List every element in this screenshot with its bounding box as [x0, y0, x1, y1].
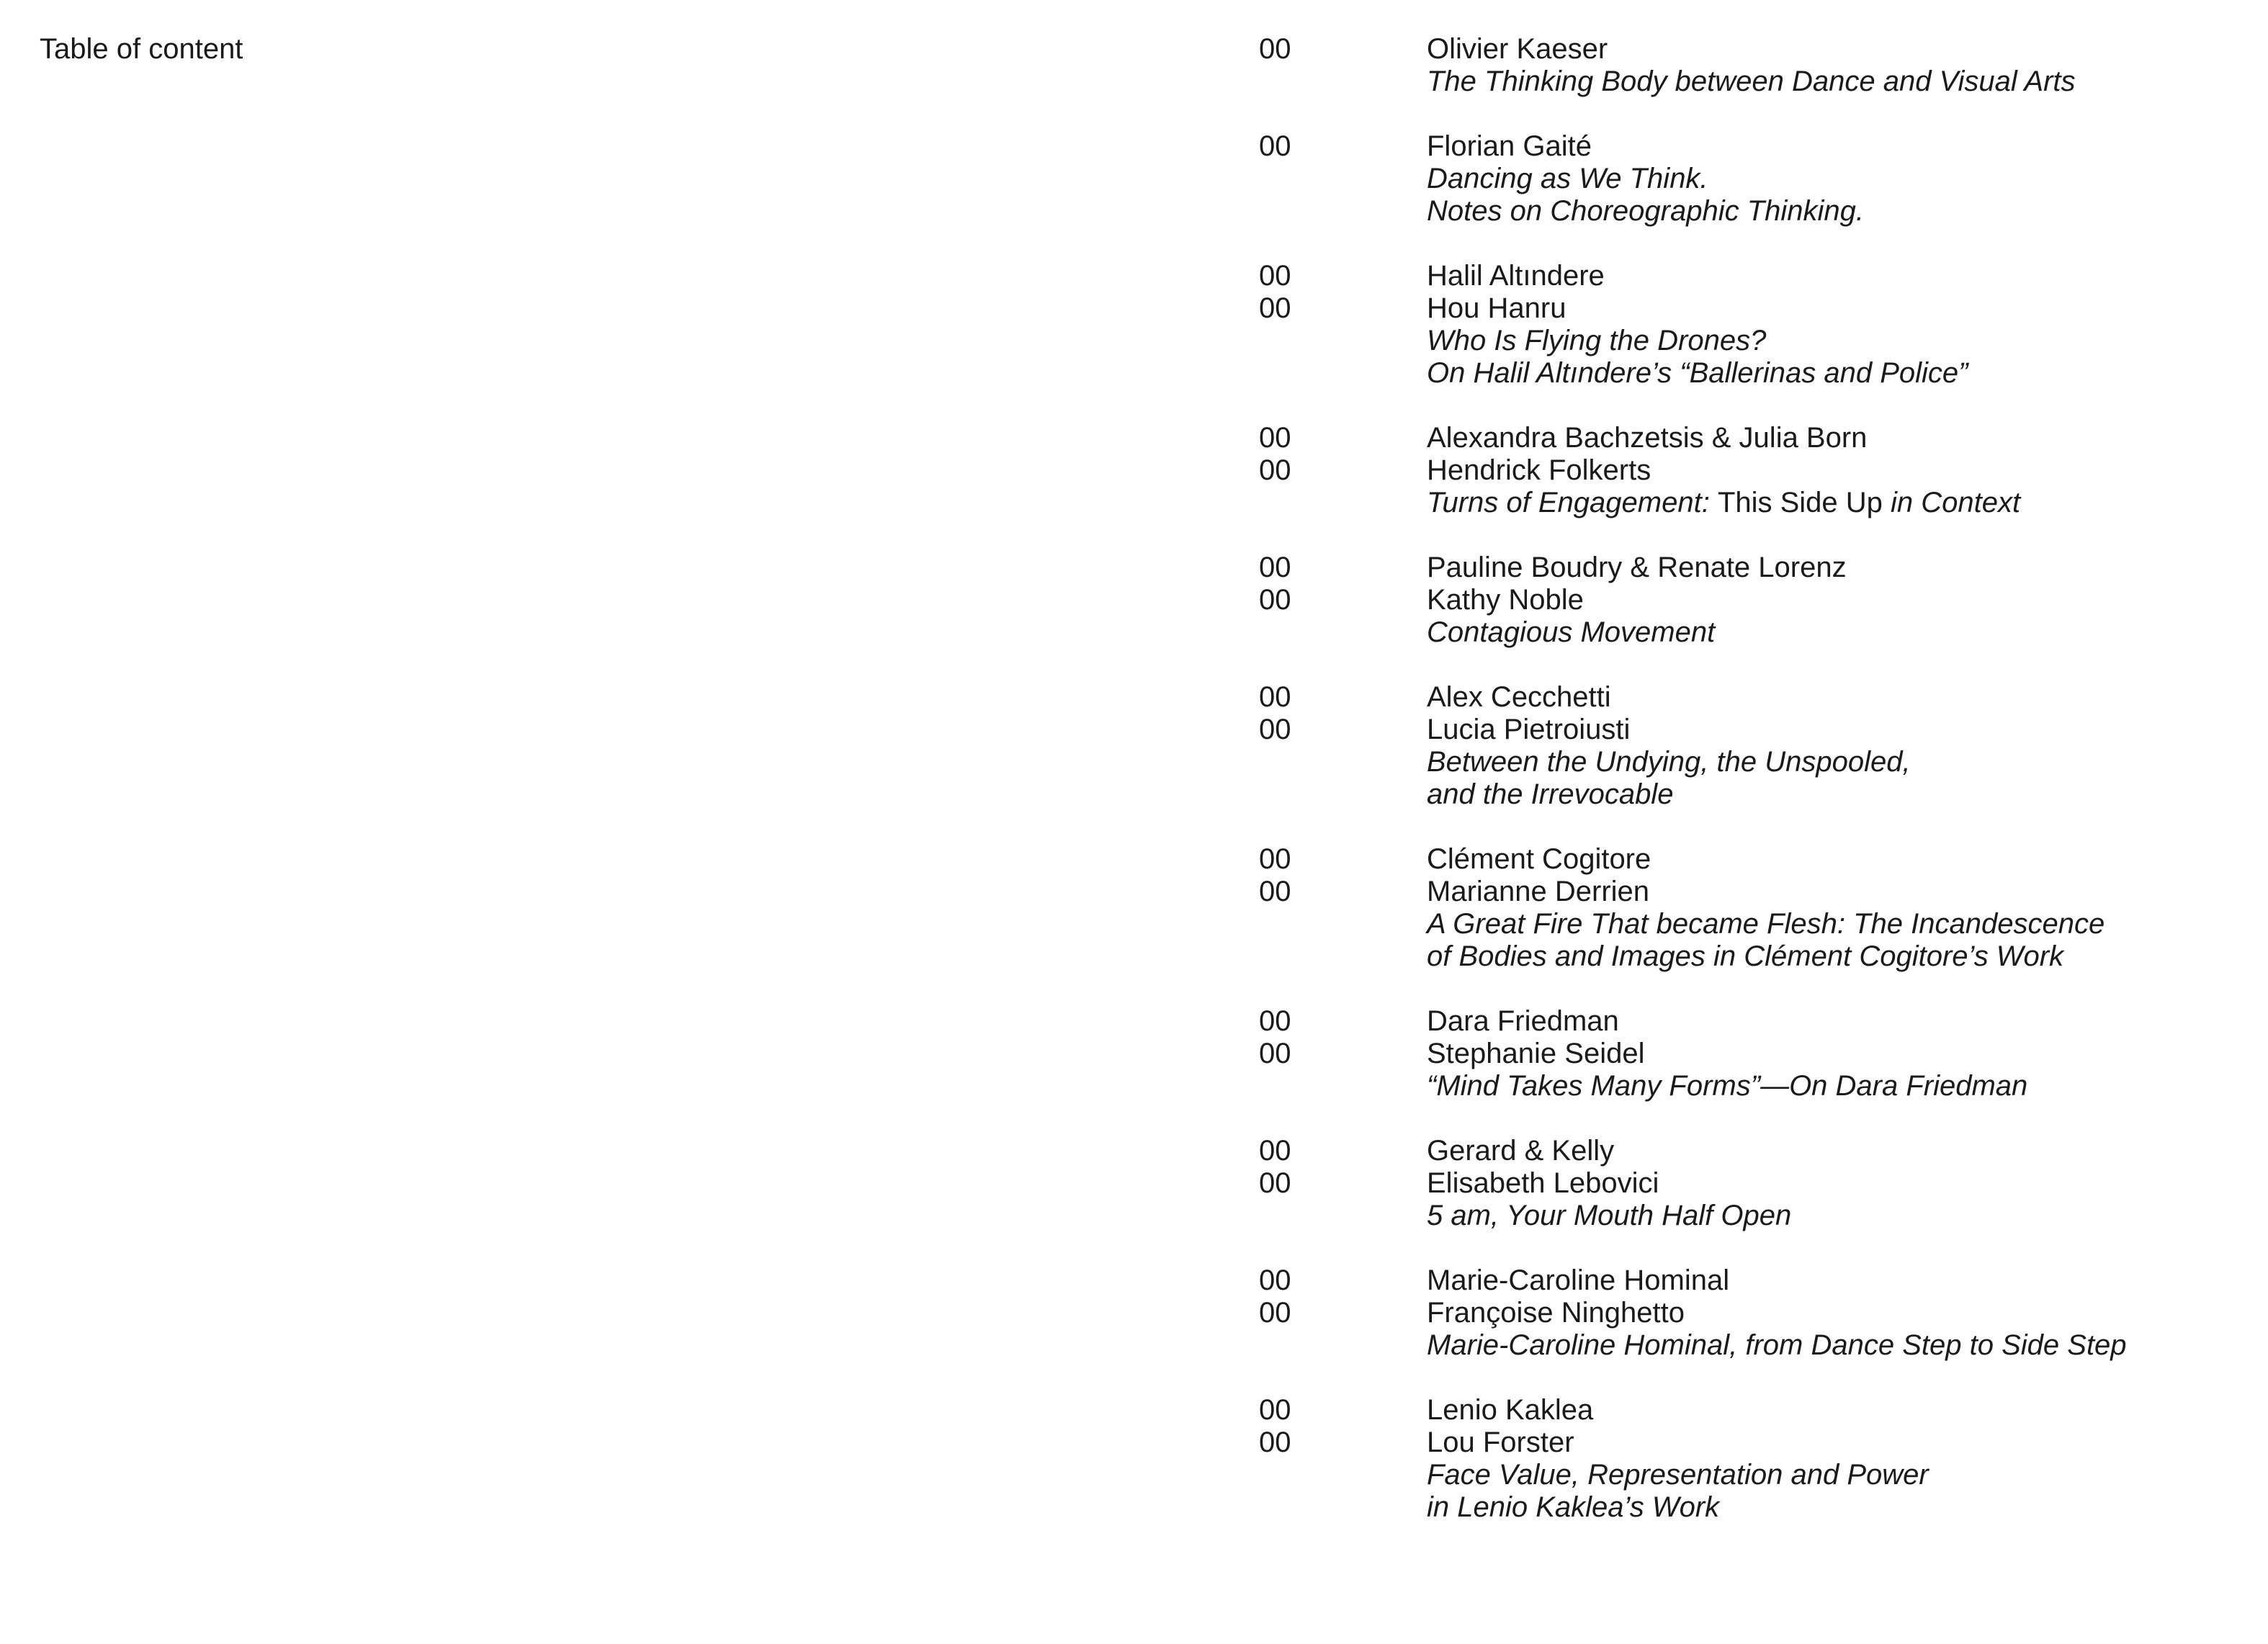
essay-title: [1427, 357, 2260, 390]
toc-title-line: [1259, 1329, 2260, 1362]
title-text: 5 am, Your Mouth Half Open: [1427, 1200, 1792, 1231]
text-run: Marie-Caroline Hominal: [1427, 1265, 1730, 1296]
title-text: in Context: [1882, 487, 2021, 518]
text-run: Marianne Derrien: [1427, 876, 1650, 907]
toc-author-line: [1259, 843, 2260, 876]
page-number: 00: [1259, 1394, 1291, 1426]
title-text: Notes on Choreographic Thinking.: [1427, 195, 1865, 227]
text-run: Lucia Pietroiusti: [1427, 714, 1631, 745]
author-name: [1427, 454, 2260, 487]
text-run: Hou Hanru: [1427, 292, 1566, 324]
author-name: [1427, 1167, 2260, 1200]
toc-title-line: [1259, 1491, 2260, 1524]
author-name: [1427, 1265, 2260, 1297]
page-number: [1259, 1459, 1427, 1491]
toc-author-line: [1259, 1005, 2260, 1038]
toc-author-line: [1259, 33, 2260, 66]
toc-author-line: [1259, 1394, 2260, 1427]
toc-author-line: [1259, 876, 2260, 908]
toc-author-line: [1259, 260, 2260, 292]
page-number: [1259, 1070, 1427, 1102]
toc-author-line: [1259, 292, 2260, 325]
page-number: 00: [1259, 1297, 1291, 1329]
title-text: Face Value, Representation and Power: [1427, 1459, 1929, 1491]
essay-title: [1427, 325, 2260, 357]
essay-title: [1427, 1070, 2260, 1102]
toc-title-line: [1259, 616, 2260, 649]
title-text: “Mind Takes Many Forms”—On Dara Friedman: [1427, 1070, 2028, 1102]
toc-entry: [1259, 33, 2260, 98]
toc-author-line: [1259, 681, 2260, 714]
author-name: [1427, 681, 2260, 714]
toc-entry: [1259, 1135, 2260, 1232]
page-number: 00: [1259, 292, 1291, 324]
page-number: 00: [1259, 584, 1291, 616]
toc-title-line: [1259, 1459, 2260, 1491]
text-run: Stephanie Seidel: [1427, 1038, 1645, 1069]
author-name: [1427, 552, 2260, 584]
toc-title-line: [1259, 778, 2260, 811]
toc-title-line: [1259, 1070, 2260, 1102]
page-number: 00: [1259, 876, 1291, 907]
toc-author-line: [1259, 1135, 2260, 1167]
page-number: [1259, 66, 1427, 98]
essay-title: [1427, 1459, 2260, 1491]
text-run: Clément Cogitore: [1427, 843, 1651, 875]
toc-list: [1259, 33, 2260, 1556]
title-text: The Thinking Body between Dance and Visual Arts: [1427, 66, 2076, 97]
title-text: A Great Fire That became Flesh: The Incandescence: [1427, 908, 2105, 940]
page-number: [1259, 195, 1427, 228]
title-text: On Halil Altındere’s “Ballerinas and Police”: [1427, 357, 1968, 389]
essay-title: [1427, 195, 2260, 228]
author-name: [1427, 714, 2260, 746]
title-text: of Bodies and Images in Clément Cogitore’s Work: [1427, 940, 2064, 972]
toc-title-line: [1259, 325, 2260, 357]
author-name: [1427, 843, 2260, 876]
toc-title-line: [1259, 195, 2260, 228]
essay-title: [1427, 1329, 2260, 1362]
page-number: 00: [1259, 130, 1291, 162]
toc-author-line: [1259, 584, 2260, 616]
essay-title: [1427, 1491, 2260, 1524]
essay-title: [1427, 940, 2260, 973]
author-name: [1427, 422, 2260, 454]
toc-title-line: [1259, 908, 2260, 940]
page-number: [1259, 1200, 1427, 1232]
toc-heading: Table of content: [40, 33, 243, 65]
essay-title: [1427, 163, 2260, 195]
text-run: Halil Altındere: [1427, 260, 1605, 292]
page-number: [1259, 487, 1427, 519]
toc-author-line: [1259, 1297, 2260, 1329]
essay-title: [1427, 66, 2260, 98]
toc-author-line: [1259, 552, 2260, 584]
toc-title-line: [1259, 163, 2260, 195]
page-number: 00: [1259, 454, 1291, 486]
toc-entry: [1259, 260, 2260, 390]
toc-title-line: [1259, 66, 2260, 98]
toc-author-line: [1259, 130, 2260, 163]
text-run: Pauline Boudry & Renate Lorenz: [1427, 552, 1847, 583]
toc-entry: [1259, 1265, 2260, 1362]
toc-author-line: [1259, 1427, 2260, 1459]
page-number: 00: [1259, 1038, 1291, 1069]
text-run: Françoise Ninghetto: [1427, 1297, 1685, 1329]
text-run: Dara Friedman: [1427, 1005, 1619, 1037]
page-number: [1259, 746, 1427, 778]
essay-title: [1427, 778, 2260, 811]
toc-author-line: [1259, 1167, 2260, 1200]
toc-author-line: [1259, 422, 2260, 454]
text-run: Lenio Kaklea: [1427, 1394, 1594, 1426]
author-name: [1427, 1005, 2260, 1038]
toc-title-line: [1259, 357, 2260, 390]
page-number: [1259, 940, 1427, 973]
page-number: [1259, 908, 1427, 940]
page-number: [1259, 325, 1427, 357]
page-number: 00: [1259, 681, 1291, 713]
author-name: [1427, 292, 2260, 325]
essay-title: [1427, 616, 2260, 649]
page-number: 00: [1259, 1167, 1291, 1199]
toc-author-line: [1259, 1265, 2260, 1297]
title-text: Marie-Caroline Hominal, from Dance Step to Side Step: [1427, 1329, 2127, 1361]
author-name: [1427, 1394, 2260, 1427]
toc-entry: [1259, 1005, 2260, 1102]
page-number: [1259, 163, 1427, 195]
text-run: Gerard & Kelly: [1427, 1135, 1615, 1167]
page-number: 00: [1259, 552, 1291, 583]
page-number: 00: [1259, 260, 1291, 292]
title-text: Who Is Flying the Drones?: [1427, 325, 1767, 356]
page-number: [1259, 1329, 1427, 1362]
page-number: 00: [1259, 422, 1291, 454]
author-name: [1427, 1038, 2260, 1070]
text-run: Alex Cecchetti: [1427, 681, 1611, 713]
title-text: Dancing as We Think.: [1427, 163, 1708, 194]
author-name: [1427, 260, 2260, 292]
title-text: Contagious Movement: [1427, 616, 1716, 648]
toc-title-line: [1259, 487, 2260, 519]
text-run: Florian Gaité: [1427, 130, 1592, 162]
toc-entry: [1259, 552, 2260, 649]
title-text: Between the Undying, the Unspooled,: [1427, 746, 1911, 778]
toc-author-line: [1259, 454, 2260, 487]
page-number: 00: [1259, 1427, 1291, 1458]
toc-title-line: [1259, 1200, 2260, 1232]
title-text: in Lenio Kaklea’s Work: [1427, 1491, 1720, 1523]
toc-entry: [1259, 843, 2260, 973]
page-number: 00: [1259, 1135, 1291, 1167]
toc-title-line: [1259, 940, 2260, 973]
author-name: [1427, 876, 2260, 908]
page-number: 00: [1259, 33, 1291, 65]
author-name: [1427, 33, 2260, 66]
author-name: [1427, 584, 2260, 616]
text-run: Alexandra Bachzetsis & Julia Born: [1427, 422, 1868, 454]
author-name: [1427, 1135, 2260, 1167]
page-number: [1259, 778, 1427, 811]
toc-entry: [1259, 130, 2260, 228]
author-name: [1427, 1427, 2260, 1459]
text-run: Hendrick Folkerts: [1427, 454, 1651, 486]
page-number: [1259, 1491, 1427, 1524]
essay-title: [1427, 1200, 2260, 1232]
author-name: [1427, 1297, 2260, 1329]
author-name: [1427, 130, 2260, 163]
text-run: Kathy Noble: [1427, 584, 1584, 616]
title-text: and the Irrevocable: [1427, 778, 1674, 810]
page-number: [1259, 357, 1427, 390]
toc-entry: [1259, 1394, 2260, 1524]
text-run: Olivier Kaeser: [1427, 33, 1608, 65]
text-run: Elisabeth Lebovici: [1427, 1167, 1659, 1199]
toc-author-line: [1259, 1038, 2260, 1070]
text-run: This Side Up: [1717, 487, 1883, 518]
essay-title: [1427, 487, 2260, 519]
title-text: Turns of Engagement:: [1427, 487, 1718, 518]
essay-title: [1427, 908, 2260, 940]
toc-entry: [1259, 422, 2260, 519]
page-number: 00: [1259, 843, 1291, 875]
toc-title-line: [1259, 746, 2260, 778]
page-number: 00: [1259, 1265, 1291, 1296]
toc-author-line: [1259, 714, 2260, 746]
text-run: Lou Forster: [1427, 1427, 1574, 1458]
page-number: 00: [1259, 714, 1291, 745]
essay-title: [1427, 746, 2260, 778]
page-number: [1259, 616, 1427, 649]
page-number: 00: [1259, 1005, 1291, 1037]
toc-entry: [1259, 681, 2260, 811]
